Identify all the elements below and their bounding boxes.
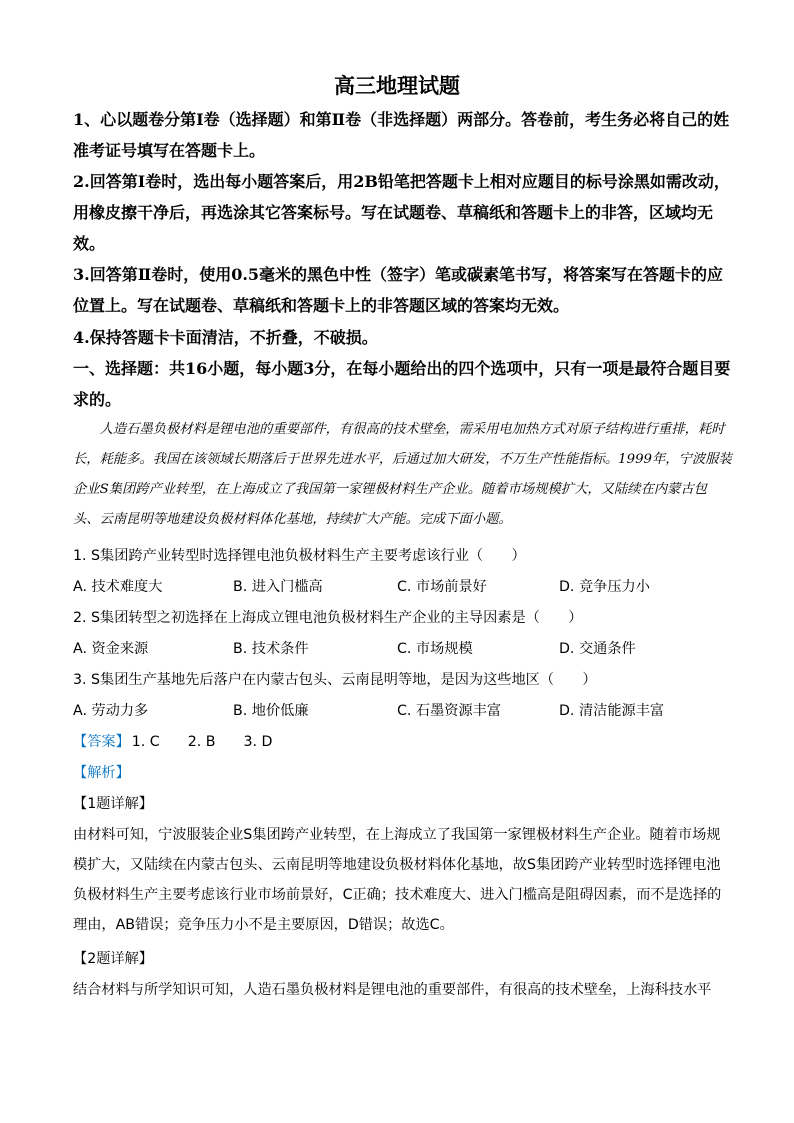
question-1-options <box>73 572 733 602</box>
answer-label: 【答案】 <box>73 734 130 750</box>
q3-option-a: A. 劳动力多 <box>73 703 149 719</box>
instruction-2: 2.回答第Ⅰ卷时，选出每小题答案后，用2B铅笔把答题卡上相对应题目的标号涂黑如需改动，用橡皮擦干净后，再选涂其它答案标号。写在试题卷、草稿纸和答题卡上的非答，区域均无效。 <box>73 172 730 253</box>
q3-option-c: C. 石墨资源丰富 <box>397 703 502 719</box>
instruction-3: 3.回答第Ⅱ卷时，使用0.5毫米的黑色中性（签字）笔或碳素笔书写，将答案写在答题卡的应位置上。写在试题卷、草稿纸和答题卡上的非答题区域的答案均无效。 <box>73 265 724 315</box>
q2-option-c: C. 市场规模 <box>397 641 473 657</box>
question-2-options <box>73 634 733 664</box>
q1-option-c: C. 市场前景好 <box>397 579 487 595</box>
page-title: 高三地理试题 <box>334 73 460 98</box>
q3-option-b: B. 地价低廉 <box>233 703 309 719</box>
reading-material: 人造石墨负极材料是锂电池的重要部件，有很高的技术壁垒，需采用电加热方式对原子结构进行重排，耗时长，耗能多。我国在该领域长期落后于世界先进水平，后通过加大研发，不万生产性能指标。1999年，宁波服装企业S集团跨产业转型，在上海成立了我国第一家锂极材料生产企业。随着市场规模扩大，又陆续在内蒙古包头、云南昆明等地建设负极材料体化基地，持续扩大产能。完成下面小题。 <box>73 422 732 527</box>
question-2-stem: 2. S集团转型之初选择在上海成立锂电池负极材料生产企业的主导因素是（ ） <box>73 610 583 626</box>
instruction-4: 4.保持答题卡卡面清洁，不折叠，不破损。 <box>73 328 378 347</box>
q1-option-d: D. 竞争压力小 <box>559 579 650 595</box>
question-3-options <box>73 696 733 726</box>
question-3-stem: 3. S集团生产基地先后落户在内蒙古包头、云南昆明等地，是因为这些地区（ ） <box>73 672 597 688</box>
detail-1-text: 由材料可知，宁波服装企业S集团跨产业转型，在上海成立了我国第一家锂极材料生产企业。随着市场规模扩大，又陆续在内蒙古包头、云南昆明等地建设负极材料体化基地，故S集团跨产业转型时选择锂电池负极材料生产主要考虑该行业市场前景好，C正确；技术难度大、进入门槛高是阻碍因素，而不是选择的理由，AB错误；竞争压力小不是主要原因，D错误；故选C。 <box>73 827 722 933</box>
q1-option-b: B. 进入门槛高 <box>233 579 323 595</box>
q2-option-d: D. 交通条件 <box>559 641 636 657</box>
q2-option-b: B. 技术条件 <box>233 641 309 657</box>
q1-option-a: A. 技术难度大 <box>73 579 163 595</box>
answer-1: 1. C <box>131 734 160 750</box>
answer-line <box>73 727 733 757</box>
instruction-1: 1、心以题卷分第Ⅰ卷（选择题）和第Ⅱ卷（非选择题）两部分。答卷前，考生务必将自己的姓准考证号填写在答题卡上。 <box>73 110 730 160</box>
question-1-stem: 1. S集团跨产业转型时选择锂电池负极材料生产主要考虑该行业（ ） <box>73 548 526 564</box>
answer-3: 3. D <box>243 734 273 750</box>
detail-2-label: 【2题详解】 <box>73 951 153 967</box>
analysis-label: 【解析】 <box>73 765 130 781</box>
q2-option-a: A. 资金来源 <box>73 641 149 657</box>
section-heading: 一、选择题：共16小题，每小题3分，在每小题给出的四个选项中，只有一项是最符合题目要求的。 <box>73 359 731 409</box>
answer-2: 2. B <box>187 734 216 750</box>
detail-2-text: 结合材料与所学知识可知，人造石墨负极材料是锂电池的重要部件，有很高的技术壁垒，上海科技水平 <box>73 982 712 998</box>
q3-option-d: D. 清洁能源丰富 <box>559 703 665 719</box>
detail-1-label: 【1题详解】 <box>73 796 153 812</box>
